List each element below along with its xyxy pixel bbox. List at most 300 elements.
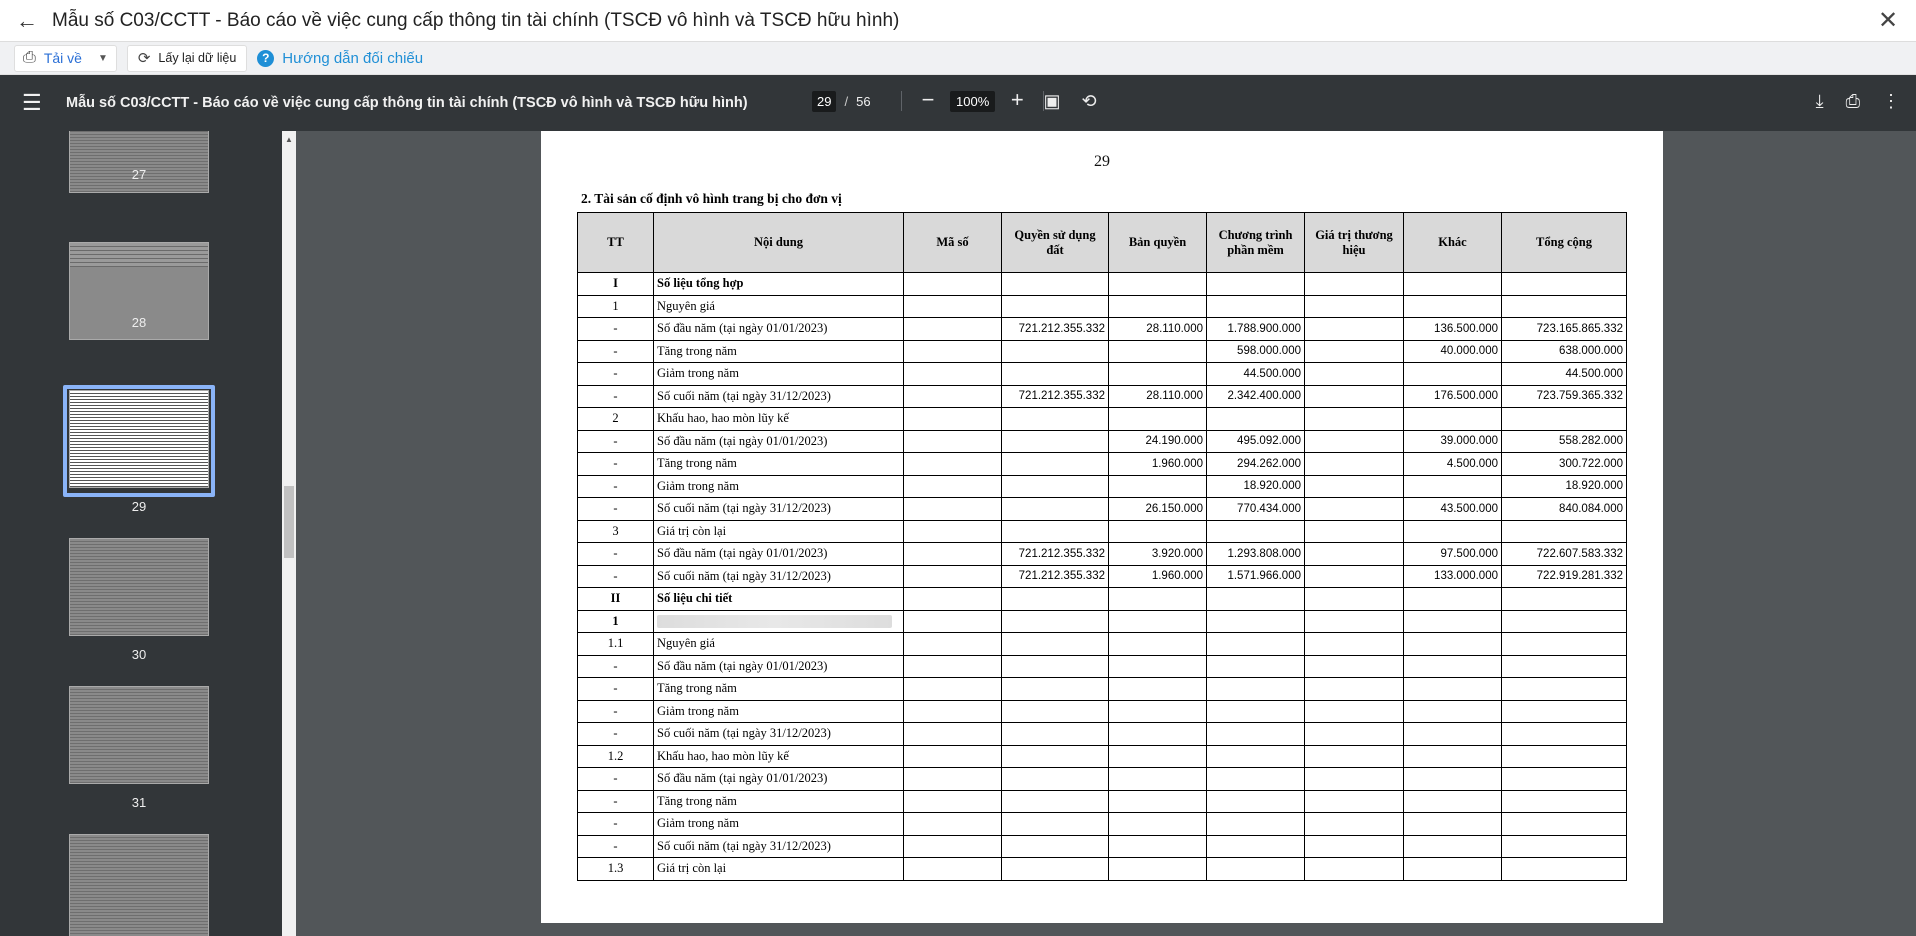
scroll-up-icon[interactable]: ▲ [285,135,293,144]
value-cell: 28.110.000 [1109,318,1207,341]
value-cell: 1.571.966.000 [1207,565,1305,588]
row-content-cell: Số cuối năm (tại ngày 31/12/2023) [654,835,904,858]
value-cell [904,475,1002,498]
row-index-cell: - [578,678,654,701]
value-cell [1502,520,1627,543]
table-row [578,453,1627,476]
row-content-cell: Số liệu tổng hợp [654,273,904,296]
table-row [578,295,1627,318]
row-content-cell: Nguyên giá [654,633,904,656]
value-cell [904,408,1002,431]
value-cell [1109,678,1207,701]
value-cell [1002,858,1109,881]
value-cell [1109,588,1207,611]
value-cell [1305,633,1404,656]
value-cell: 1.960.000 [1109,565,1207,588]
back-arrow-icon[interactable]: ← [16,7,38,33]
value-cell [1502,813,1627,836]
value-cell [904,835,1002,858]
value-cell [1404,813,1502,836]
value-cell: 97.500.000 [1404,543,1502,566]
value-cell [1502,745,1627,768]
row-index-cell: - [578,340,654,363]
value-cell [1305,858,1404,881]
value-cell: 28.110.000 [1109,385,1207,408]
value-cell [1502,610,1627,633]
value-cell [1305,385,1404,408]
value-cell [1002,813,1109,836]
value-cell [904,363,1002,386]
value-cell [904,340,1002,363]
row-index-cell: 1 [578,295,654,318]
viewer-scrollbar[interactable] [1908,131,1916,936]
value-cell [1502,295,1627,318]
value-cell [1207,858,1305,881]
value-cell [1207,588,1305,611]
row-content-cell: Số đầu năm (tại ngày 01/01/2023) [654,543,904,566]
value-cell [1002,588,1109,611]
value-cell [904,295,1002,318]
fit-page-icon[interactable]: ▣ [1043,91,1061,111]
row-index-cell: 2 [578,408,654,431]
value-cell [1207,678,1305,701]
table-row [578,678,1627,701]
value-cell [1305,610,1404,633]
value-cell [1207,610,1305,633]
value-cell [1207,768,1305,791]
download-button[interactable] [14,45,117,72]
value-cell [1305,588,1404,611]
row-content-cell: Số cuối năm (tại ngày 31/12/2023) [654,723,904,746]
value-cell [1404,835,1502,858]
row-content-cell: Khấu hao, hao mòn lũy kế [654,745,904,768]
thumbnail-label: 31 [131,795,147,810]
column-header: Giá trị thương hiệu [1305,213,1404,273]
value-cell [1207,835,1305,858]
value-cell [904,610,1002,633]
value-cell [1305,813,1404,836]
value-cell [1002,790,1109,813]
value-cell [1305,453,1404,476]
value-cell [904,385,1002,408]
value-cell [1404,633,1502,656]
value-cell [1502,588,1627,611]
value-cell [1109,768,1207,791]
print-icon[interactable]: ⎙ [1845,91,1860,111]
row-index-cell: - [578,475,654,498]
value-cell [1305,318,1404,341]
value-cell [1404,723,1502,746]
table-row [578,835,1627,858]
value-cell [1305,835,1404,858]
row-content-cell: Giá trị còn lại [654,520,904,543]
value-cell [1109,813,1207,836]
value-cell [1404,745,1502,768]
value-cell [1305,723,1404,746]
thumbnail-label: 28 [131,315,147,330]
value-cell [1207,520,1305,543]
table-row [578,520,1627,543]
value-cell [1109,408,1207,431]
value-cell [904,565,1002,588]
table-row [578,610,1627,633]
row-content-cell: Giảm trong năm [654,700,904,723]
report-toolbar [0,42,1916,75]
value-cell [1305,340,1404,363]
value-cell [1502,273,1627,296]
value-cell [1305,678,1404,701]
value-cell [1404,610,1502,633]
table-row [578,340,1627,363]
pdf-page [541,131,1663,923]
row-content-cell: Tăng trong năm [654,340,904,363]
row-index-cell: II [578,588,654,611]
chevron-down-icon[interactable]: ▼ [97,52,108,64]
value-cell [1002,340,1109,363]
value-cell [1109,723,1207,746]
value-cell [1109,700,1207,723]
value-cell [1002,768,1109,791]
zoom-level-input[interactable]: 100% [950,91,995,112]
help-link[interactable] [247,44,433,72]
value-cell [1002,453,1109,476]
row-content-cell: Số cuối năm (tại ngày 31/12/2023) [654,498,904,521]
row-index-cell: - [578,790,654,813]
table-row [578,565,1627,588]
value-cell: 723.165.865.332 [1502,318,1627,341]
zoom-controls [887,89,1058,113]
value-cell [1305,745,1404,768]
table-row [578,498,1627,521]
table-row [578,543,1627,566]
row-content-cell: Số đầu năm (tại ngày 01/01/2023) [654,430,904,453]
value-cell [1404,408,1502,431]
value-cell [1404,790,1502,813]
row-content-cell: Khấu hao, hao mòn lũy kế [654,408,904,431]
more-options-icon[interactable]: ⋮ [1882,91,1900,111]
row-index-cell: - [578,385,654,408]
value-cell [1404,768,1502,791]
zoom-in-button[interactable]: + [1010,87,1024,112]
download-label: Tải về [43,50,82,66]
value-cell [1305,655,1404,678]
value-cell: 722.607.583.332 [1502,543,1627,566]
value-cell: 770.434.000 [1207,498,1305,521]
row-content-cell: Tăng trong năm [654,453,904,476]
value-cell [904,633,1002,656]
row-content-cell: Nguyên giá [654,295,904,318]
value-cell [1502,655,1627,678]
row-index-cell: - [578,498,654,521]
value-cell [1002,498,1109,521]
redacted-text [657,615,892,628]
row-content-cell: Giá trị còn lại [654,858,904,881]
value-cell [1109,475,1207,498]
pdf-viewer-toolbar [0,75,1916,131]
value-cell [1502,858,1627,881]
value-cell: 43.500.000 [1404,498,1502,521]
value-cell [1109,790,1207,813]
value-cell [1404,588,1502,611]
value-cell [1502,408,1627,431]
value-cell [1002,633,1109,656]
value-cell [1002,678,1109,701]
thumbnail-page-27[interactable] [69,131,209,193]
table-row [578,723,1627,746]
row-index-cell: I [578,273,654,296]
value-cell: 18.920.000 [1502,475,1627,498]
value-cell [1002,520,1109,543]
table-row [578,790,1627,813]
row-content-cell: Giảm trong năm [654,475,904,498]
value-cell [904,790,1002,813]
viewer-actions [1816,91,1900,112]
value-cell [904,655,1002,678]
table-row [578,363,1627,386]
pdf-document-title: Mẫu số C03/CCTT - Báo cáo về việc cung cấp thông tin tài chính (TSCĐ vô hình và TSCĐ hữu hình) [66,95,748,111]
value-cell [1109,295,1207,318]
thumbnail-page-32[interactable] [69,834,209,936]
row-index-cell: - [578,543,654,566]
help-icon: ? [257,50,274,67]
value-cell [1002,745,1109,768]
value-cell [904,273,1002,296]
value-cell: 294.262.000 [1207,453,1305,476]
row-index-cell: - [578,453,654,476]
row-content-cell: Số đầu năm (tại ngày 01/01/2023) [654,768,904,791]
value-cell [1002,835,1109,858]
value-cell: 495.092.000 [1207,430,1305,453]
column-header: Mã số [904,213,1002,273]
current-page-input[interactable]: 29 [812,91,836,112]
value-cell [1404,363,1502,386]
value-cell [1002,723,1109,746]
table-row [578,588,1627,611]
value-cell [1305,430,1404,453]
value-cell [1002,475,1109,498]
thumbnail-page-29[interactable] [69,390,209,488]
page-indicator [812,91,871,112]
thumbnail-label: 29 [131,499,147,514]
table-row [578,813,1627,836]
value-cell [1109,340,1207,363]
page-number: 29 [1094,153,1110,170]
value-cell [1109,858,1207,881]
value-cell: 722.919.281.332 [1502,565,1627,588]
value-cell [904,453,1002,476]
column-header: TT [578,213,654,273]
value-cell [1207,813,1305,836]
thumbnail-page-31[interactable] [69,686,209,784]
value-cell: 721.212.355.332 [1002,543,1109,566]
value-cell: 44.500.000 [1502,363,1627,386]
table-row [578,858,1627,881]
value-cell: 2.342.400.000 [1207,385,1305,408]
value-cell [1002,610,1109,633]
value-cell: 721.212.355.332 [1002,385,1109,408]
table-row [578,318,1627,341]
sidebar-scrollbar[interactable] [282,131,296,936]
row-index-cell: - [578,318,654,341]
table-row [578,408,1627,431]
close-icon[interactable]: ✕ [1877,7,1899,34]
printer-icon: ⎙ [23,49,36,66]
value-cell [904,543,1002,566]
page-separator: / [844,94,849,109]
row-index-cell: - [578,835,654,858]
column-header: Khác [1404,213,1502,273]
reload-label: Lấy lại dữ liệu [158,51,237,65]
column-header: Tổng cộng [1502,213,1627,273]
zoom-out-button[interactable]: − [921,87,935,112]
menu-icon[interactable]: ☰ [22,90,42,115]
row-index-cell: - [578,813,654,836]
value-cell [904,498,1002,521]
value-cell [1305,768,1404,791]
download-icon[interactable]: ⤓ [1815,91,1824,111]
value-cell [904,700,1002,723]
row-content-cell: Số cuối năm (tại ngày 31/12/2023) [654,385,904,408]
value-cell [1305,475,1404,498]
row-index-cell: - [578,565,654,588]
value-cell [1404,700,1502,723]
value-cell [904,768,1002,791]
value-cell [1305,498,1404,521]
scrollbar-thumb[interactable] [284,486,294,558]
value-cell [1305,363,1404,386]
value-cell [1305,295,1404,318]
table-row [578,768,1627,791]
value-cell: 1.960.000 [1109,453,1207,476]
dialog-header [0,0,1916,42]
value-cell [1207,700,1305,723]
value-cell [1404,655,1502,678]
table-row [578,475,1627,498]
value-cell [904,588,1002,611]
row-content-cell: Tăng trong năm [654,790,904,813]
value-cell [904,520,1002,543]
value-cell: 721.212.355.332 [1002,318,1109,341]
refresh-icon: ⟳ [137,50,151,67]
column-header: Bản quyền [1109,213,1207,273]
value-cell [1002,655,1109,678]
value-cell: 133.000.000 [1404,565,1502,588]
value-cell [1305,520,1404,543]
value-cell: 4.500.000 [1404,453,1502,476]
value-cell [1502,700,1627,723]
value-cell [904,813,1002,836]
pdf-canvas [296,131,1916,936]
value-cell [1404,520,1502,543]
value-cell [1404,295,1502,318]
thumbnail-label: 30 [131,647,147,662]
value-cell [1404,273,1502,296]
column-header: Quyền sử dụng đất [1002,213,1109,273]
value-cell: 44.500.000 [1207,363,1305,386]
row-content-cell: Tăng trong năm [654,678,904,701]
value-cell [1502,678,1627,701]
divider [901,91,902,111]
value-cell [904,858,1002,881]
value-cell [1502,633,1627,656]
value-cell [1305,565,1404,588]
section-title: 2. Tài sản cố định vô hình trang bị cho đơn vị [581,191,842,206]
value-cell: 1.788.900.000 [1207,318,1305,341]
value-cell: 26.150.000 [1109,498,1207,521]
value-cell [1305,543,1404,566]
fixed-assets-table [577,212,1627,881]
table-row [578,430,1627,453]
value-cell [1207,790,1305,813]
value-cell: 300.722.000 [1502,453,1627,476]
value-cell [904,430,1002,453]
value-cell: 723.759.365.332 [1502,385,1627,408]
value-cell [1002,430,1109,453]
value-cell: 24.190.000 [1109,430,1207,453]
column-header: Chương trình phần mềm [1207,213,1305,273]
row-index-cell: 3 [578,520,654,543]
value-cell: 176.500.000 [1404,385,1502,408]
value-cell: 638.000.000 [1502,340,1627,363]
row-content-cell [654,610,904,633]
value-cell: 40.000.000 [1404,340,1502,363]
value-cell [1109,835,1207,858]
table-row [578,385,1627,408]
row-index-cell: 1.2 [578,745,654,768]
help-label: Hướng dẫn đối chiếu [282,49,424,67]
value-cell [1404,475,1502,498]
value-cell: 39.000.000 [1404,430,1502,453]
row-index-cell: - [578,768,654,791]
value-cell [904,318,1002,341]
row-index-cell: - [578,655,654,678]
thumbnail-sidebar [0,131,282,936]
column-header: Nội dung [654,213,904,273]
value-cell [1305,700,1404,723]
value-cell [904,745,1002,768]
table-row [578,633,1627,656]
value-cell [1207,408,1305,431]
value-cell: 136.500.000 [1404,318,1502,341]
reload-data-button[interactable] [127,45,247,72]
value-cell [1502,835,1627,858]
value-cell [1002,408,1109,431]
table-row [578,700,1627,723]
value-cell [1109,363,1207,386]
row-index-cell: 1.1 [578,633,654,656]
value-cell [1502,768,1627,791]
value-cell: 598.000.000 [1207,340,1305,363]
value-cell [1404,858,1502,881]
value-cell [1109,520,1207,543]
value-cell [1109,633,1207,656]
value-cell [1305,273,1404,296]
value-cell [1002,273,1109,296]
table-row [578,655,1627,678]
rotate-icon[interactable]: ⟲ [1081,91,1097,111]
value-cell: 3.920.000 [1109,543,1207,566]
value-cell: 558.282.000 [1502,430,1627,453]
value-cell: 18.920.000 [1207,475,1305,498]
value-cell: 721.212.355.332 [1002,565,1109,588]
thumbnail-page-30[interactable] [69,538,209,636]
row-content-cell: Giảm trong năm [654,813,904,836]
value-cell [904,723,1002,746]
value-cell [1502,723,1627,746]
value-cell [1002,363,1109,386]
value-cell [904,678,1002,701]
value-cell [1207,723,1305,746]
